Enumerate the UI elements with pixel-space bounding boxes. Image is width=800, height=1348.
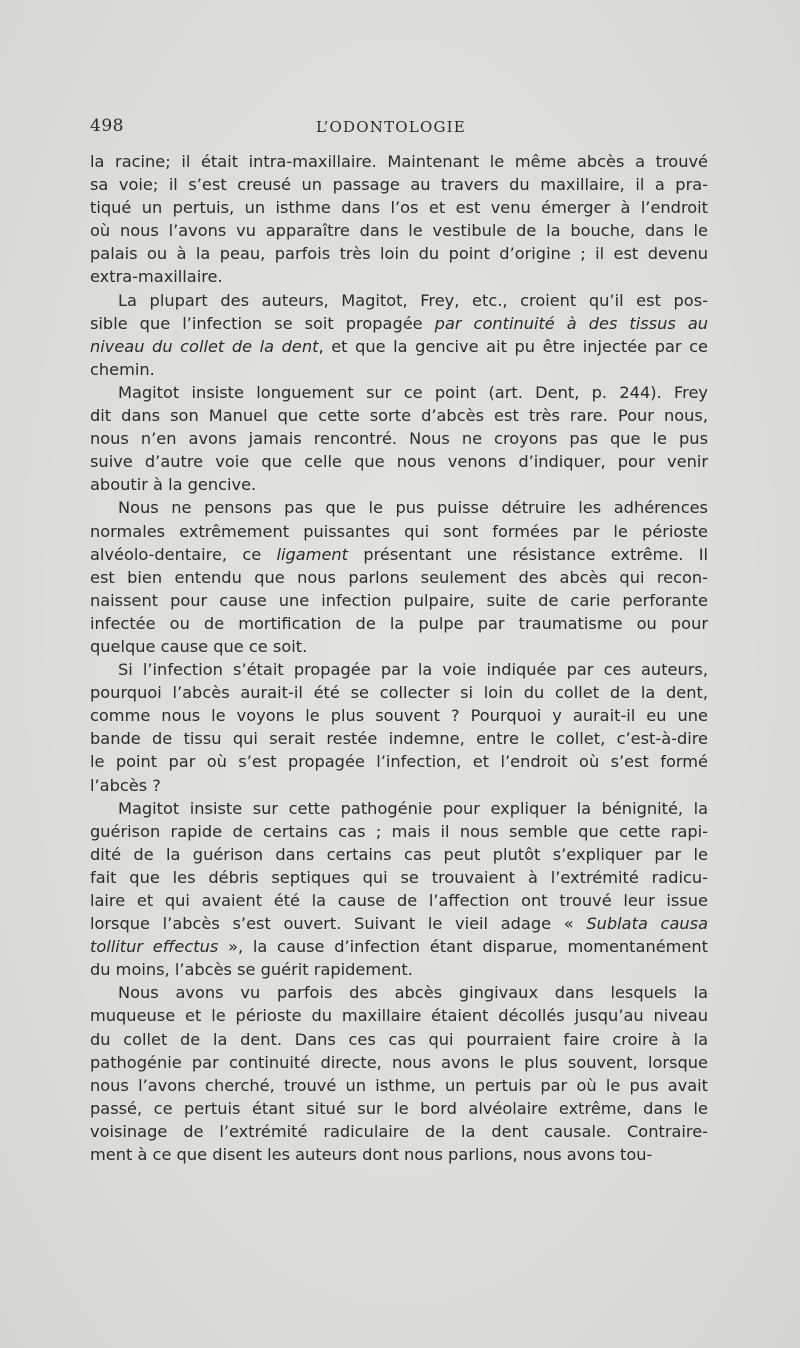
text-line: est bien entendu que nous parlons seulement des abcès qui recon-	[90, 567, 708, 587]
running-head	[90, 116, 710, 140]
text-line: guérison rapide de certains cas ; mais il nous semble que cette rapi-	[90, 821, 708, 841]
text-line: infectée ou de mortification de la pulpe par traumatisme ou pour	[90, 613, 708, 633]
text-line: bande de tissu qui serait restée indemne, entre le collet, c’est-à-dire	[90, 729, 708, 749]
text-line: l’abcès ?	[90, 775, 161, 795]
paragraph	[90, 381, 708, 496]
text-line: Nous ne pensons pas que le pus puisse détruire les adhérences	[118, 498, 708, 518]
paragraph	[90, 797, 708, 982]
text-line: tollitur effectus », la cause d’infection étant disparue, momentanément	[90, 937, 708, 957]
text-line: la racine; il était intra-maxillaire. Maintenant le même abcès a trouvé	[90, 152, 708, 171]
paragraph	[90, 496, 708, 658]
text-line: suive d’autre voie que celle que nous venons d’indiquer, pour venir	[90, 452, 708, 472]
text-line: normales extrêmement puissantes qui sont formées par le périoste	[90, 521, 708, 541]
paragraph	[90, 289, 708, 381]
text-line: pathogénie par continuité directe, nous avons le plus souvent, lorsque	[90, 1052, 708, 1072]
text-line: ment à ce que disent les auteurs dont nous parlions, nous avons tou-	[90, 1145, 653, 1165]
text-line: comme nous le voyons le plus souvent ? Pourquoi y aurait-il eu une	[90, 706, 708, 726]
paragraph	[90, 150, 708, 289]
text-line: sa voie; il s’est creusé un passage au travers du maxillaire, il a pra-	[90, 175, 708, 195]
text-line: naissent pour cause une infection pulpaire, suite de carie perforante	[90, 590, 708, 610]
text-line: où nous l’avons vu apparaître dans le vestibule de la bouche, dans le	[90, 221, 708, 241]
text-line: tiqué un pertuis, un isthme dans l’os et est venu émerger à l’endroit	[90, 198, 708, 218]
text-line: dit dans son Manuel que cette sorte d’abcès est très rare. Pour nous,	[90, 406, 708, 426]
text-line: du collet de la dent. Dans ces cas qui pourraient faire croire à la	[90, 1029, 708, 1049]
text-line: pourquoi l’abcès aurait-il été se collecter si loin du collet de la dent,	[90, 683, 708, 703]
text-line: lorsque l’abcès s’est ouvert. Suivant le vieil adage « Sublata causa	[90, 914, 708, 934]
paragraph	[90, 981, 708, 1166]
text-line: du moins, l’abcès se guérit rapidement.	[90, 960, 413, 980]
text-line: Magitot insiste longuement sur ce point (art. Dent, p. 244). Frey	[118, 382, 708, 402]
journal-title: L’ODONTOLOGIE	[316, 118, 466, 136]
page-number: 498	[90, 116, 124, 136]
body-text	[90, 150, 708, 1166]
text-line: niveau du collet de la dent, et que la gencive ait pu être injectée par ce	[90, 336, 709, 356]
text-line: muqueuse et le périoste du maxillaire étaient décollés jusqu’au niveau	[90, 1006, 708, 1026]
paragraph	[90, 658, 708, 797]
text-line: quelque cause que ce soit.	[90, 636, 308, 656]
text-line: palais ou à la peau, parfois très loin du point d’origine ; il est devenu	[90, 244, 708, 264]
text-line: aboutir à la gencive.	[90, 475, 257, 495]
text-line: Si l’infection s’était propagée par la voie indiquée par ces auteurs,	[118, 660, 708, 680]
text-line: Nous avons vu parfois des abcès gingivaux dans lesquels la	[118, 983, 708, 1003]
text-line: sible que l’infection se soit propagée par continuité à des tissus au	[90, 313, 709, 333]
text-line: nous l’avons cherché, trouvé un isthme, un pertuis par où le pus avait	[90, 1075, 708, 1095]
text-line: La plupart des auteurs, Magitot, Frey, etc., croient qu’il est pos-	[118, 290, 708, 310]
text-line: le point par où s’est propagée l’infection, et l’endroit où s’est formé	[90, 752, 708, 772]
text-line: nous n’en avons jamais rencontré. Nous ne croyons pas que le pus	[90, 429, 708, 449]
text-line: voisinage de l’extrémité radiculaire de la dent causale. Contraire-	[90, 1121, 708, 1141]
text-line: Magitot insiste sur cette pathogénie pour expliquer la bénignité, la	[118, 798, 708, 818]
text-line: alvéolo-dentaire, ce ligament présentant une résistance extrême. Il	[90, 544, 708, 564]
text-line: fait que les débris septiques qui se trouvaient à l’extrémité radicu-	[90, 867, 708, 887]
text-line: extra-maxillaire.	[90, 267, 223, 287]
text-line: chemin.	[90, 359, 155, 379]
text-line: passé, ce pertuis étant situé sur le bord alvéolaire extrême, dans le	[90, 1098, 708, 1118]
text-line: laire et qui avaient été la cause de l’affection ont trouvé leur issue	[90, 891, 708, 910]
text-line: dité de la guérison dans certains cas peut plutôt s’expliquer par le	[90, 844, 708, 864]
